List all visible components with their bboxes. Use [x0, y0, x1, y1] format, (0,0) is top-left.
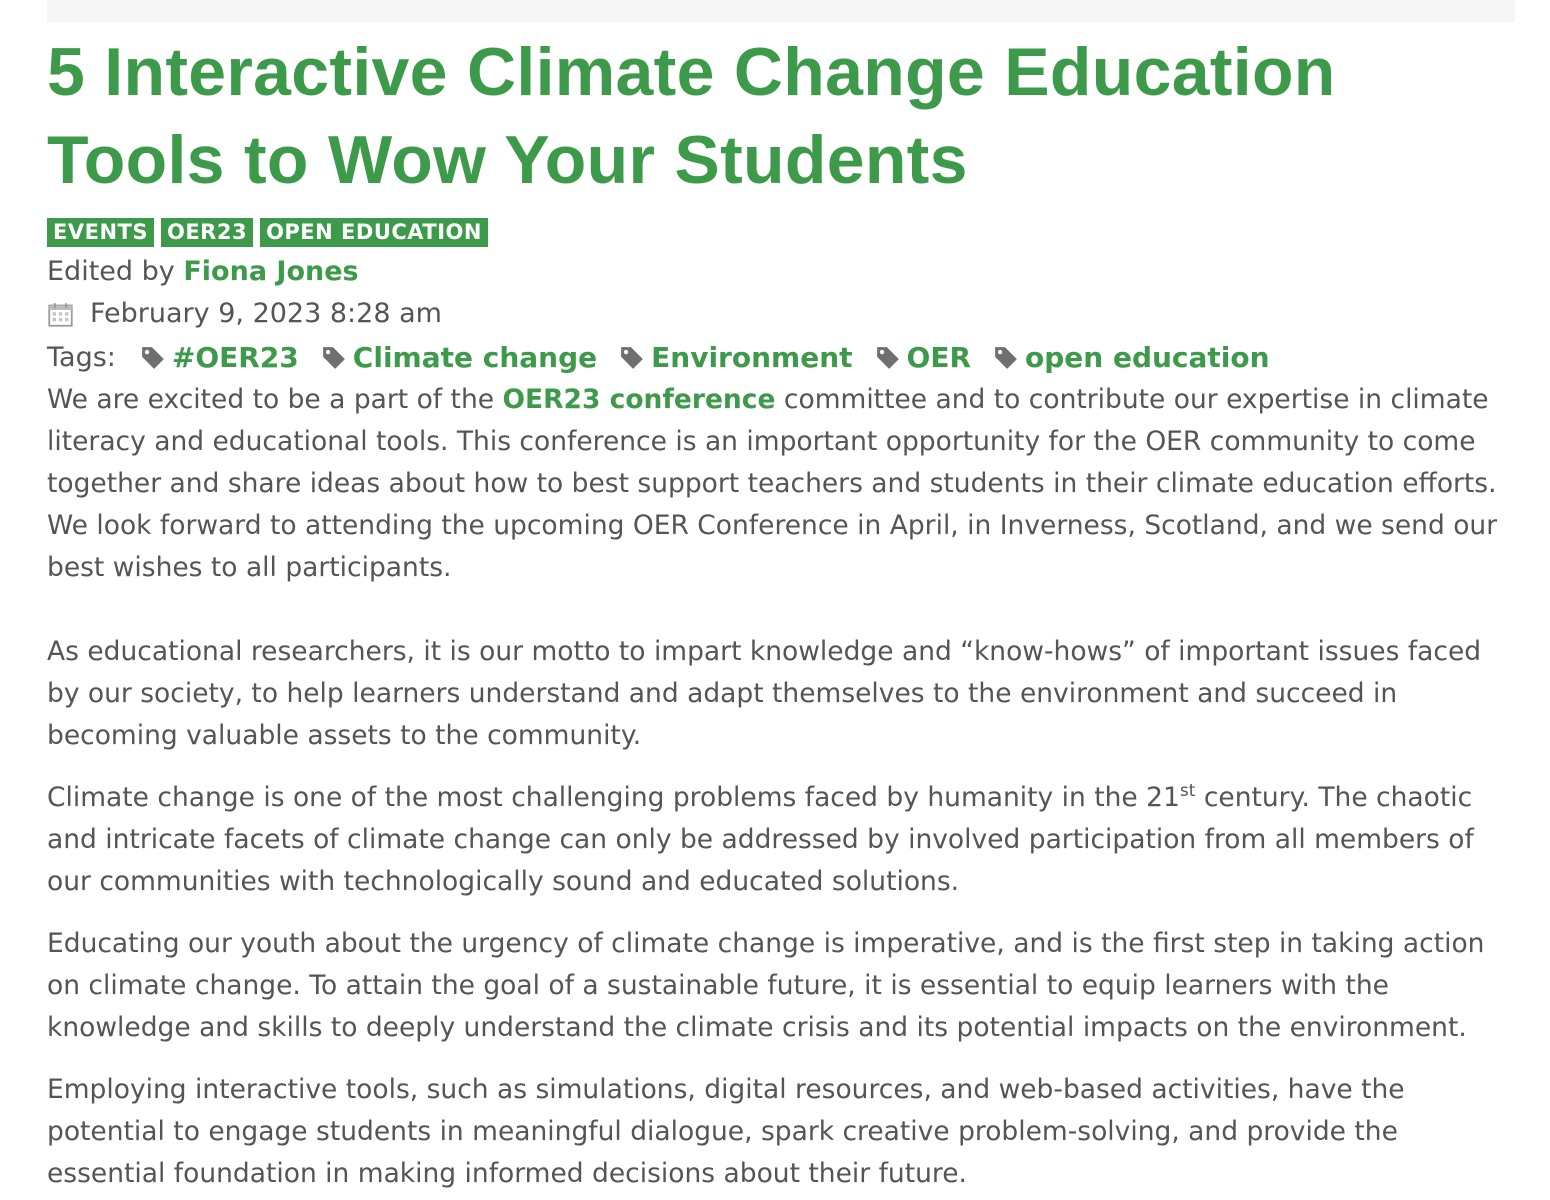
tag-icon — [875, 345, 901, 371]
tag-icon — [321, 345, 347, 371]
tag-open-education[interactable] — [993, 337, 1270, 379]
tag-environment[interactable] — [619, 337, 852, 379]
calendar-icon — [47, 301, 74, 328]
article — [47, 22, 1515, 1195]
tags-line — [47, 337, 1515, 379]
paragraph-climate-challenge — [47, 777, 1515, 903]
author-line — [47, 251, 1515, 293]
paragraph-researchers: As educational researchers, it is our motto to impart knowledge and “know-hows” of important issues faced by our society, to help learners understand and adapt themselves to the environment and succeed in becoming valuable assets to the community. — [47, 636, 1482, 751]
tag-oer23[interactable] — [140, 337, 299, 379]
article-title: 5 Interactive Climate Change Education Tools to Wow Your Students — [47, 34, 1336, 198]
date-line — [47, 293, 1515, 335]
edited-by-label: Edited by — [47, 256, 175, 287]
tag-icon — [619, 345, 645, 371]
oer23-conference-link[interactable]: OER23 conference — [502, 384, 776, 415]
category-oer23[interactable]: OER23 — [161, 218, 253, 247]
author-link[interactable]: Fiona Jones — [183, 256, 359, 287]
tag-climate-change[interactable] — [321, 337, 597, 379]
tag-icon — [993, 345, 1019, 371]
tag-icon — [140, 345, 166, 371]
superscript: st — [1179, 781, 1196, 802]
paragraph-educating-youth: Educating our youth about the urgency of climate change is imperative, and is the first step in taking action on climate change. To attain the goal of a sustainable future, it is essential to equip learners with the knowledge and skills to deeply understand the climate crisis and its potential impacts on the environment. — [47, 928, 1485, 1043]
category-open-education[interactable]: OPEN EDUCATION — [260, 218, 488, 247]
category-events[interactable]: EVENTS — [47, 218, 154, 247]
paragraph-interactive-tools: Employing interactive tools, such as simulations, digital resources, and web-based activities, have the potential to engage students in meaningful dialogue, spark creative problem-solving, and provide the essential foundation in making informed decisions about their future. — [47, 1074, 1405, 1189]
post-date: February 9, 2023 8:28 am — [90, 298, 442, 329]
tag-label: OER — [906, 341, 972, 374]
paragraph-text: committee and to contribute our expertise in climate literacy and educational tools. This conference is an important opportunity for the OER community to come together and share ideas about how to best support teachers and students in their climate education efforts. We look forward to attending the upcoming OER Conference in April, in Inverness, Scotland, and we send our best wishes to all participants. — [47, 384, 1498, 583]
paragraph-text: century. The chaotic and intricate facets of climate change can only be addressed by involved participation from all members of our communities with technologically sound and educated solutions. — [47, 782, 1474, 897]
tag-oer[interactable] — [875, 337, 972, 379]
tag-label: #OER23 — [171, 341, 299, 374]
paragraph-intro — [47, 379, 1515, 589]
tag-label: Environment — [651, 341, 853, 374]
top-bar — [47, 0, 1515, 22]
category-list — [47, 218, 1515, 247]
tag-label: Climate change — [352, 341, 598, 374]
tags-label: Tags: — [47, 342, 116, 373]
paragraph-text: We are excited to be a part of the — [47, 384, 503, 415]
tag-label: open education — [1025, 341, 1270, 374]
paragraph-text: Climate change is one of the most challenging problems faced by humanity in the 21 — [47, 782, 1180, 813]
